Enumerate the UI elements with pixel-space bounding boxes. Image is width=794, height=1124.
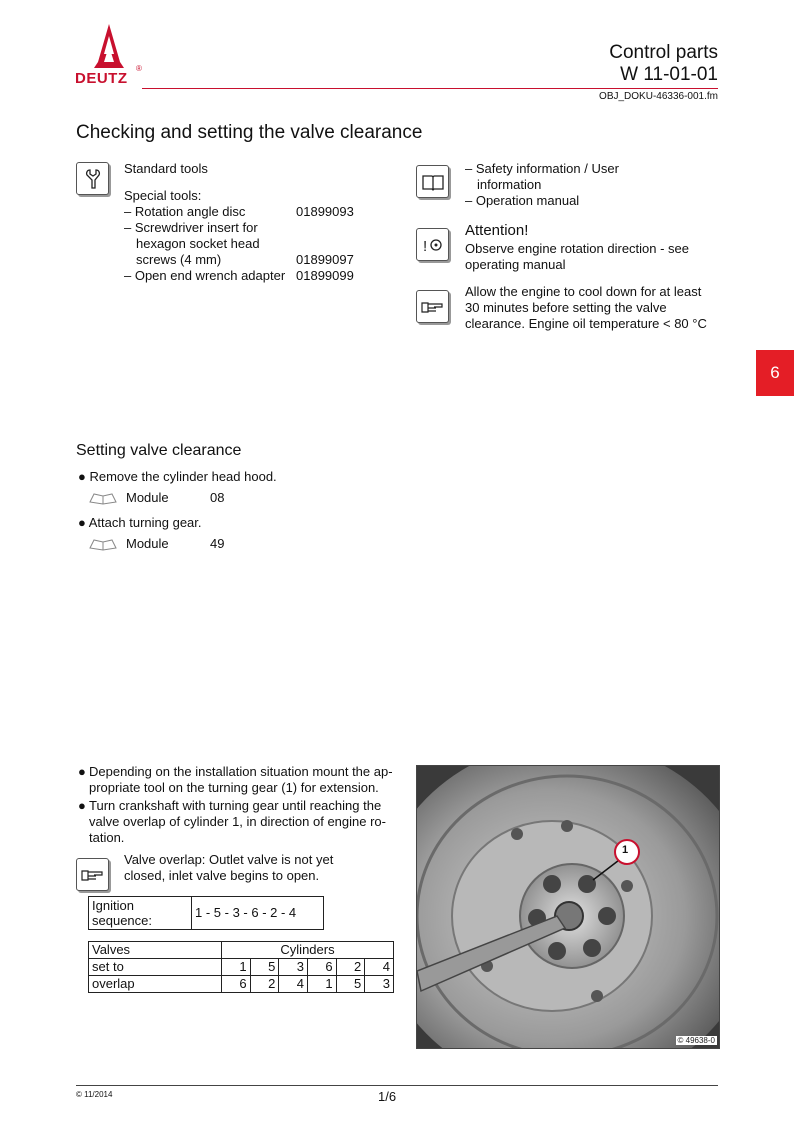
table-cell: 2: [336, 959, 365, 976]
open-book-icon: [88, 492, 118, 506]
table-cell: 5: [250, 959, 279, 976]
deutz-logo-icon: [84, 22, 134, 72]
module-number: 08: [210, 490, 225, 505]
tool-name: – Open end wrench adapter: [124, 268, 286, 283]
module-reference: [88, 536, 225, 552]
module-number: 49: [210, 536, 225, 551]
reference-line: – Safety information / User: [465, 161, 619, 176]
note-text: clearance. Engine oil temperature < 80 °C: [465, 316, 707, 331]
row-label: set to: [89, 959, 222, 976]
page-title: Checking and setting the valve clearance: [76, 122, 423, 143]
open-book-icon: [88, 538, 118, 552]
table-row: [89, 959, 394, 976]
step-text: valve overlap of cylinder 1, in direction of engine ro-: [89, 814, 386, 829]
standard-tools: Standard tools: [124, 161, 208, 176]
bullet-dot: ●: [78, 469, 86, 484]
header-divider: [142, 88, 718, 89]
step-text: Attach turning gear.: [88, 515, 202, 530]
attention-text: Observe engine rotation direction - see: [465, 241, 690, 256]
step-text: Depending on the installation situation mount the ap-: [89, 764, 393, 779]
tool-name: – Rotation angle disc: [124, 204, 246, 219]
step-text: propriate tool on the turning gear (1) for extension.: [89, 780, 379, 795]
tool-number: 01899097: [296, 252, 354, 267]
table-row: [89, 897, 324, 930]
note-text: closed, inlet valve begins to open.: [124, 868, 320, 883]
subsection-heading: Setting valve clearance: [76, 442, 242, 459]
table-row: [89, 942, 394, 959]
step-text: Turn crankshaft with turning gear until reaching the: [89, 798, 382, 813]
module-reference: [88, 490, 225, 506]
warning-gear-icon: [416, 228, 449, 261]
table-cell: 3: [279, 959, 308, 976]
table-cell: 5: [336, 976, 365, 993]
reference-line: information: [477, 177, 542, 192]
table-cell: 4: [365, 959, 394, 976]
tool-name: hexagon socket head: [136, 236, 260, 251]
step-text: tation.: [89, 830, 125, 845]
step-text: Remove the cylinder head hood.: [89, 469, 277, 484]
brand-name: DEUTZ: [75, 70, 128, 87]
attention-text: operating manual: [465, 257, 566, 272]
table-cell: 3: [365, 976, 394, 993]
bullet-dot: ●: [78, 515, 86, 530]
pointing-hand-icon: [76, 858, 109, 891]
module-label: Module: [126, 490, 169, 505]
pointing-hand-icon: [416, 290, 449, 323]
table-row: [89, 976, 394, 993]
tool-name: screws (4 mm): [136, 252, 222, 267]
page-number: 1/6: [378, 1089, 397, 1104]
ignition-label: Ignition sequence:: [89, 897, 192, 930]
chapter-tab: 6: [756, 350, 794, 396]
tool-number: 01899099: [296, 268, 354, 283]
tool-number: 01899093: [296, 204, 354, 219]
table-cell: 1: [307, 976, 336, 993]
table-cell: 4: [279, 976, 308, 993]
step-item: ●: [78, 764, 86, 779]
tool-name: – Screwdriver insert for: [124, 220, 258, 235]
flywheel-illustration: [417, 766, 719, 1048]
note-text: Valve overlap: Outlet valve is not yet: [124, 852, 334, 867]
turning-gear-photo: [416, 765, 720, 1049]
step-item: [78, 469, 277, 485]
book-icon: [416, 165, 449, 198]
note-text: 30 minutes before setting the valve: [465, 300, 667, 315]
copyright: © 11/2014: [76, 1090, 113, 1099]
table-cell: 6: [222, 976, 251, 993]
callout-number: 1: [622, 844, 629, 856]
row-label: overlap: [89, 976, 222, 993]
file-reference: OBJ_DOKU-46336-001.fm: [599, 91, 718, 102]
valve-overlap-table: [88, 941, 394, 993]
document-code: W 11-01-01: [620, 64, 718, 85]
ignition-sequence: 1 - 5 - 3 - 6 - 2 - 4: [192, 897, 324, 930]
footer-divider: [76, 1085, 718, 1086]
step-item: ●: [78, 798, 86, 813]
ignition-table: [88, 896, 324, 930]
special-tools-heading: Special tools:: [124, 188, 202, 203]
valves-header: Valves: [89, 942, 222, 959]
reference-line: – Operation manual: [465, 193, 580, 208]
photo-reference: © 49638-0: [677, 1036, 715, 1045]
svg-text:!: !: [422, 237, 427, 255]
registered-mark: ®: [136, 64, 142, 73]
section-title: Control parts: [609, 42, 718, 63]
attention-heading: Attention!: [465, 222, 529, 239]
step-item: [78, 515, 202, 531]
wrench-icon: [76, 162, 109, 195]
table-cell: 6: [307, 959, 336, 976]
cylinders-header: Cylinders: [222, 942, 394, 959]
table-cell: 2: [250, 976, 279, 993]
table-cell: 1: [222, 959, 251, 976]
module-label: Module: [126, 536, 169, 551]
note-text: Allow the engine to cool down for at least: [465, 284, 702, 299]
